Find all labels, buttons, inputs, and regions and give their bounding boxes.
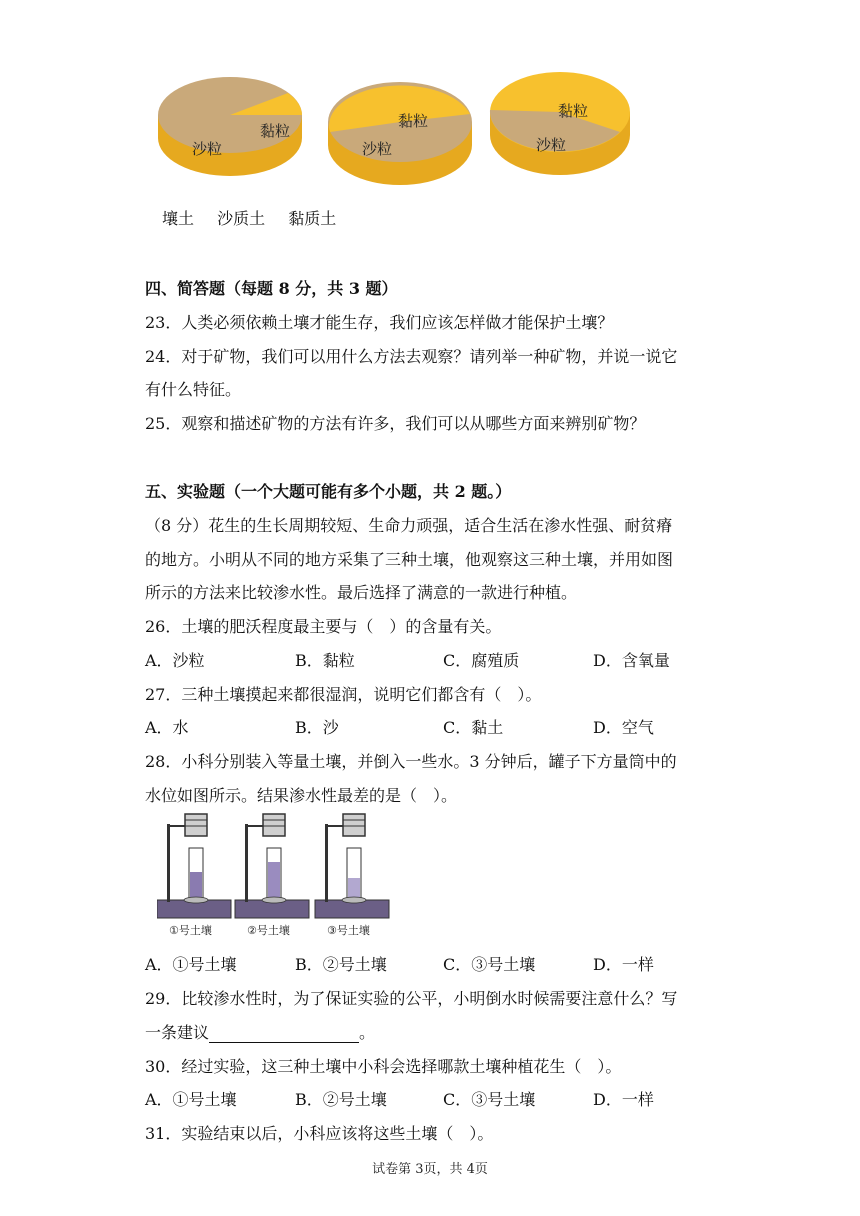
pie3-sand-label: 沙粒: [536, 136, 567, 154]
q27-option-d: D．空气: [593, 718, 654, 737]
intro-line3: 所示的方法来比较渗水性。最后选择了满意的一款进行种植。: [145, 583, 578, 602]
stands-svg: [157, 812, 393, 940]
q26-option-d: D．含氧量: [593, 651, 670, 670]
q28-option-b: B．②号土壤: [295, 955, 387, 974]
q26-option-b: B．黏粒: [295, 651, 355, 670]
question-26: 26．土壤的肥沃程度最主要与（ ）的含量有关。: [145, 617, 502, 636]
question-27: 27．三种土壤摸起来都很湿润，说明它们都含有（ ）。: [145, 685, 542, 704]
page-footer: 试卷第 3页，共 4页: [372, 1162, 488, 1177]
stand-1: [157, 814, 231, 918]
q28-option-a: A．①号土壤: [145, 955, 237, 974]
stand-label-1: ①号土壤: [169, 924, 212, 937]
pie-sandy: [328, 82, 472, 185]
q30-option-b: B．②号土壤: [295, 1090, 387, 1109]
question-31: 31．实验结束以后，小科应该将这些土壤（ ）。: [145, 1124, 494, 1143]
soil-composition-figure: [150, 70, 650, 210]
section5-title: 五、实验题（一个大题可能有多个小题，共 2 题。）: [145, 482, 512, 501]
question-28-line1: 28．小科分别装入等量土壤，并倒入一些水。3 分钟后，罐子下方量筒中的: [145, 752, 677, 771]
intro-line1: （8 分）花生的生长周期较短、生命力顽强，适合生活在渗水性强、耐贫瘠: [145, 516, 673, 535]
pie2-sand-label: 沙粒: [362, 140, 393, 158]
q29-period: 。: [359, 1023, 376, 1042]
q26-option-a: A．沙粒: [145, 651, 205, 670]
stand-label-2: ②号土壤: [247, 924, 290, 937]
caption-clayey: 黏质土: [288, 209, 337, 228]
q28-option-d: D．一样: [593, 955, 654, 974]
q30-option-c: C．③号土壤: [443, 1090, 536, 1109]
pie3-clay-label: 黏粒: [558, 102, 589, 120]
q29-prompt: 一条建议: [145, 1023, 210, 1042]
q27-option-a: A．水: [145, 718, 189, 737]
q29-answer-blank[interactable]: [209, 1026, 359, 1043]
q26-option-c: C．腐殖质: [443, 651, 520, 670]
q30-option-d: D．一样: [593, 1090, 654, 1109]
q27-option-c: C．黏土: [443, 718, 504, 737]
intro-line2: 的地方。小明从不同的地方采集了三种土壤，他观察这三种土壤，并用如图: [145, 550, 674, 569]
q27-option-b: B．沙: [295, 718, 339, 737]
soil-captions: [162, 206, 354, 229]
pie1-clay-label: 黏粒: [260, 122, 291, 140]
question-29-line1: 29．比较渗水性时，为了保证实验的公平，小明倒水时候需要注意什么？写: [145, 989, 678, 1008]
question-23: 23．人类必须依赖土壤才能生存，我们应该怎样做才能保护土壤？: [145, 313, 614, 332]
stand-label-3: ③号土壤: [327, 924, 370, 937]
caption-sandy: 沙质土: [217, 209, 266, 228]
question-24-line1: 24．对于矿物，我们可以用什么方法去观察？请列举一种矿物，并说一说它: [145, 347, 678, 366]
stand-2: [235, 814, 309, 918]
question-30: 30．经过实验，这三种土壤中小科会选择哪款土壤种植花生（ ）。: [145, 1057, 622, 1076]
soil-pies-svg: [150, 70, 650, 210]
pie-clay: [490, 72, 630, 175]
q30-option-a: A．①号土壤: [145, 1090, 237, 1109]
pie2-clay-label: 黏粒: [398, 112, 429, 130]
question-28-line2: 水位如图所示。结果渗水性最差的是（ ）。: [145, 786, 458, 805]
section4-title: 四、简答题（每题 8 分，共 3 题）: [145, 279, 398, 298]
stand-3: [315, 814, 389, 918]
question-29-line2: [145, 1020, 375, 1043]
question-25: 25．观察和描述矿物的方法有许多，我们可以从哪些方面来辨别矿物？: [145, 414, 646, 433]
pie1-sand-label: 沙粒: [192, 140, 223, 158]
question-24-line2: 有什么特征。: [145, 380, 242, 399]
percolation-apparatus-figure: [157, 812, 393, 940]
caption-loam: 壤土: [162, 209, 195, 228]
q28-option-c: C．③号土壤: [443, 955, 536, 974]
